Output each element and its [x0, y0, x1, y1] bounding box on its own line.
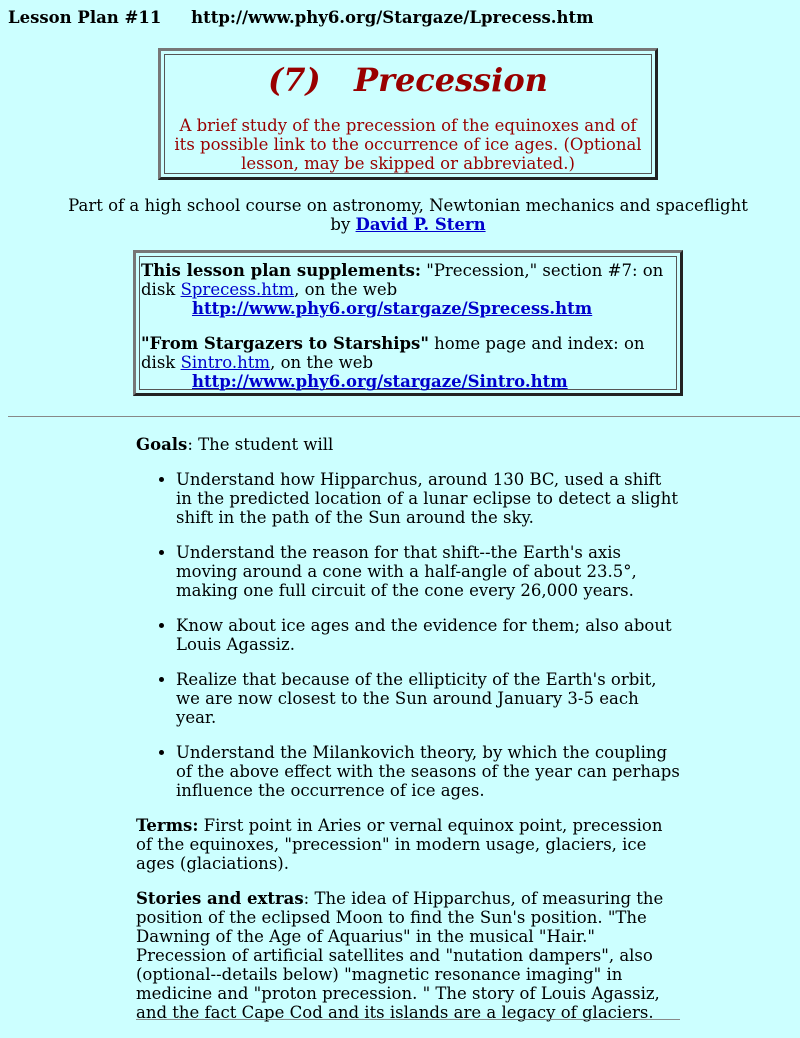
- list-item: • Know about ice ages and the evidence for them; also about Louis Agassiz.: [176, 616, 680, 654]
- terms-paragraph: [136, 816, 680, 873]
- supplement-text: "Precession," section #7: on disk: [141, 261, 664, 299]
- stories-paragraph: [136, 889, 680, 1022]
- goals-intro: : The student will: [187, 435, 334, 454]
- terms-label: Terms:: [136, 816, 199, 835]
- goals-heading: [136, 435, 680, 454]
- course-line: Part of a high school course on astronomy, Newtonian mechanics and spaceflight: [68, 196, 748, 215]
- sintro-disk-link[interactable]: Sintro.htm: [180, 353, 271, 372]
- list-item: • Understand the reason for that shift--the Earth's axis moving around a cone with a half-angle of about 23.5°, making one full circuit of the cone every 26,000 years.: [176, 543, 680, 600]
- sintro-web-link[interactable]: http://www.phy6.org/stargaze/Sintro.htm: [192, 372, 568, 391]
- lesson-label: Lesson Plan #11: [8, 8, 162, 27]
- home-text: home page and index: on disk: [141, 334, 645, 372]
- page-subtitle: A brief study of the precession of the equinoxes and of its possible link to the occurrence of ice ages. (Optional lesson, may be skipped or abbreviated.): [174, 116, 642, 173]
- bottom-divider: [136, 1019, 680, 1020]
- course-info: [8, 196, 800, 234]
- title-box: [158, 48, 658, 180]
- lesson-content: [136, 435, 680, 1038]
- goals-list: [136, 470, 680, 800]
- page-url: http://www.phy6.org/Stargaze/Lprecess.htm: [191, 8, 594, 27]
- sprecess-disk-link[interactable]: Sprecess.htm: [180, 280, 295, 299]
- divider: [8, 416, 800, 417]
- terms-text: First point in Aries or vernal equinox point, precession of the equinoxes, "precession" in modern usage, glaciers, ice ages (glaciations).: [136, 816, 663, 873]
- stories-label: Stories and extras: [136, 889, 304, 908]
- by-label: by: [330, 215, 356, 234]
- author-link[interactable]: David P. Stern: [355, 215, 486, 234]
- supplement-box: [133, 250, 683, 396]
- supplement-lead: This lesson plan supplements:: [141, 261, 421, 280]
- goals-label: Goals: [136, 435, 188, 454]
- supplement-text-2: , on the web: [294, 280, 398, 299]
- stories-text: : The idea of Hipparchus, of measuring the position of the eclipsed Moon to find the Sun's position. "The Dawning of the Age of Aquarius" in the musical "Hair." Precession of artificial satellites and "nutation dampers", also (optional--details below) "magnetic resonance imaging" in medicine and "proton precession. " The story of Louis Agassiz, and the fact Cape Cod and its islands are a legacy of glaciers.: [136, 889, 664, 1022]
- page-header: [8, 8, 594, 27]
- list-item: • Understand how Hipparchus, around 130 BC, used a shift in the predicted location of a lunar eclipse to detect a slight shift in the path of the Sun around the sky.: [176, 470, 680, 527]
- home-lead: "From Stargazers to Starships": [141, 334, 429, 353]
- sprecess-web-link[interactable]: http://www.phy6.org/stargaze/Sprecess.htm: [192, 299, 593, 318]
- list-item: • Understand the Milankovich theory, by which the coupling of the above effect with the seasons of the year can perhaps influence the occurrence of ice ages.: [176, 743, 680, 800]
- list-item: • Realize that because of the ellipticity of the Earth's orbit, we are now closest to the Sun around January 3-5 each year.: [176, 670, 680, 727]
- page-title: (7) Precession: [268, 61, 548, 99]
- home-text-2: , on the web: [270, 353, 374, 372]
